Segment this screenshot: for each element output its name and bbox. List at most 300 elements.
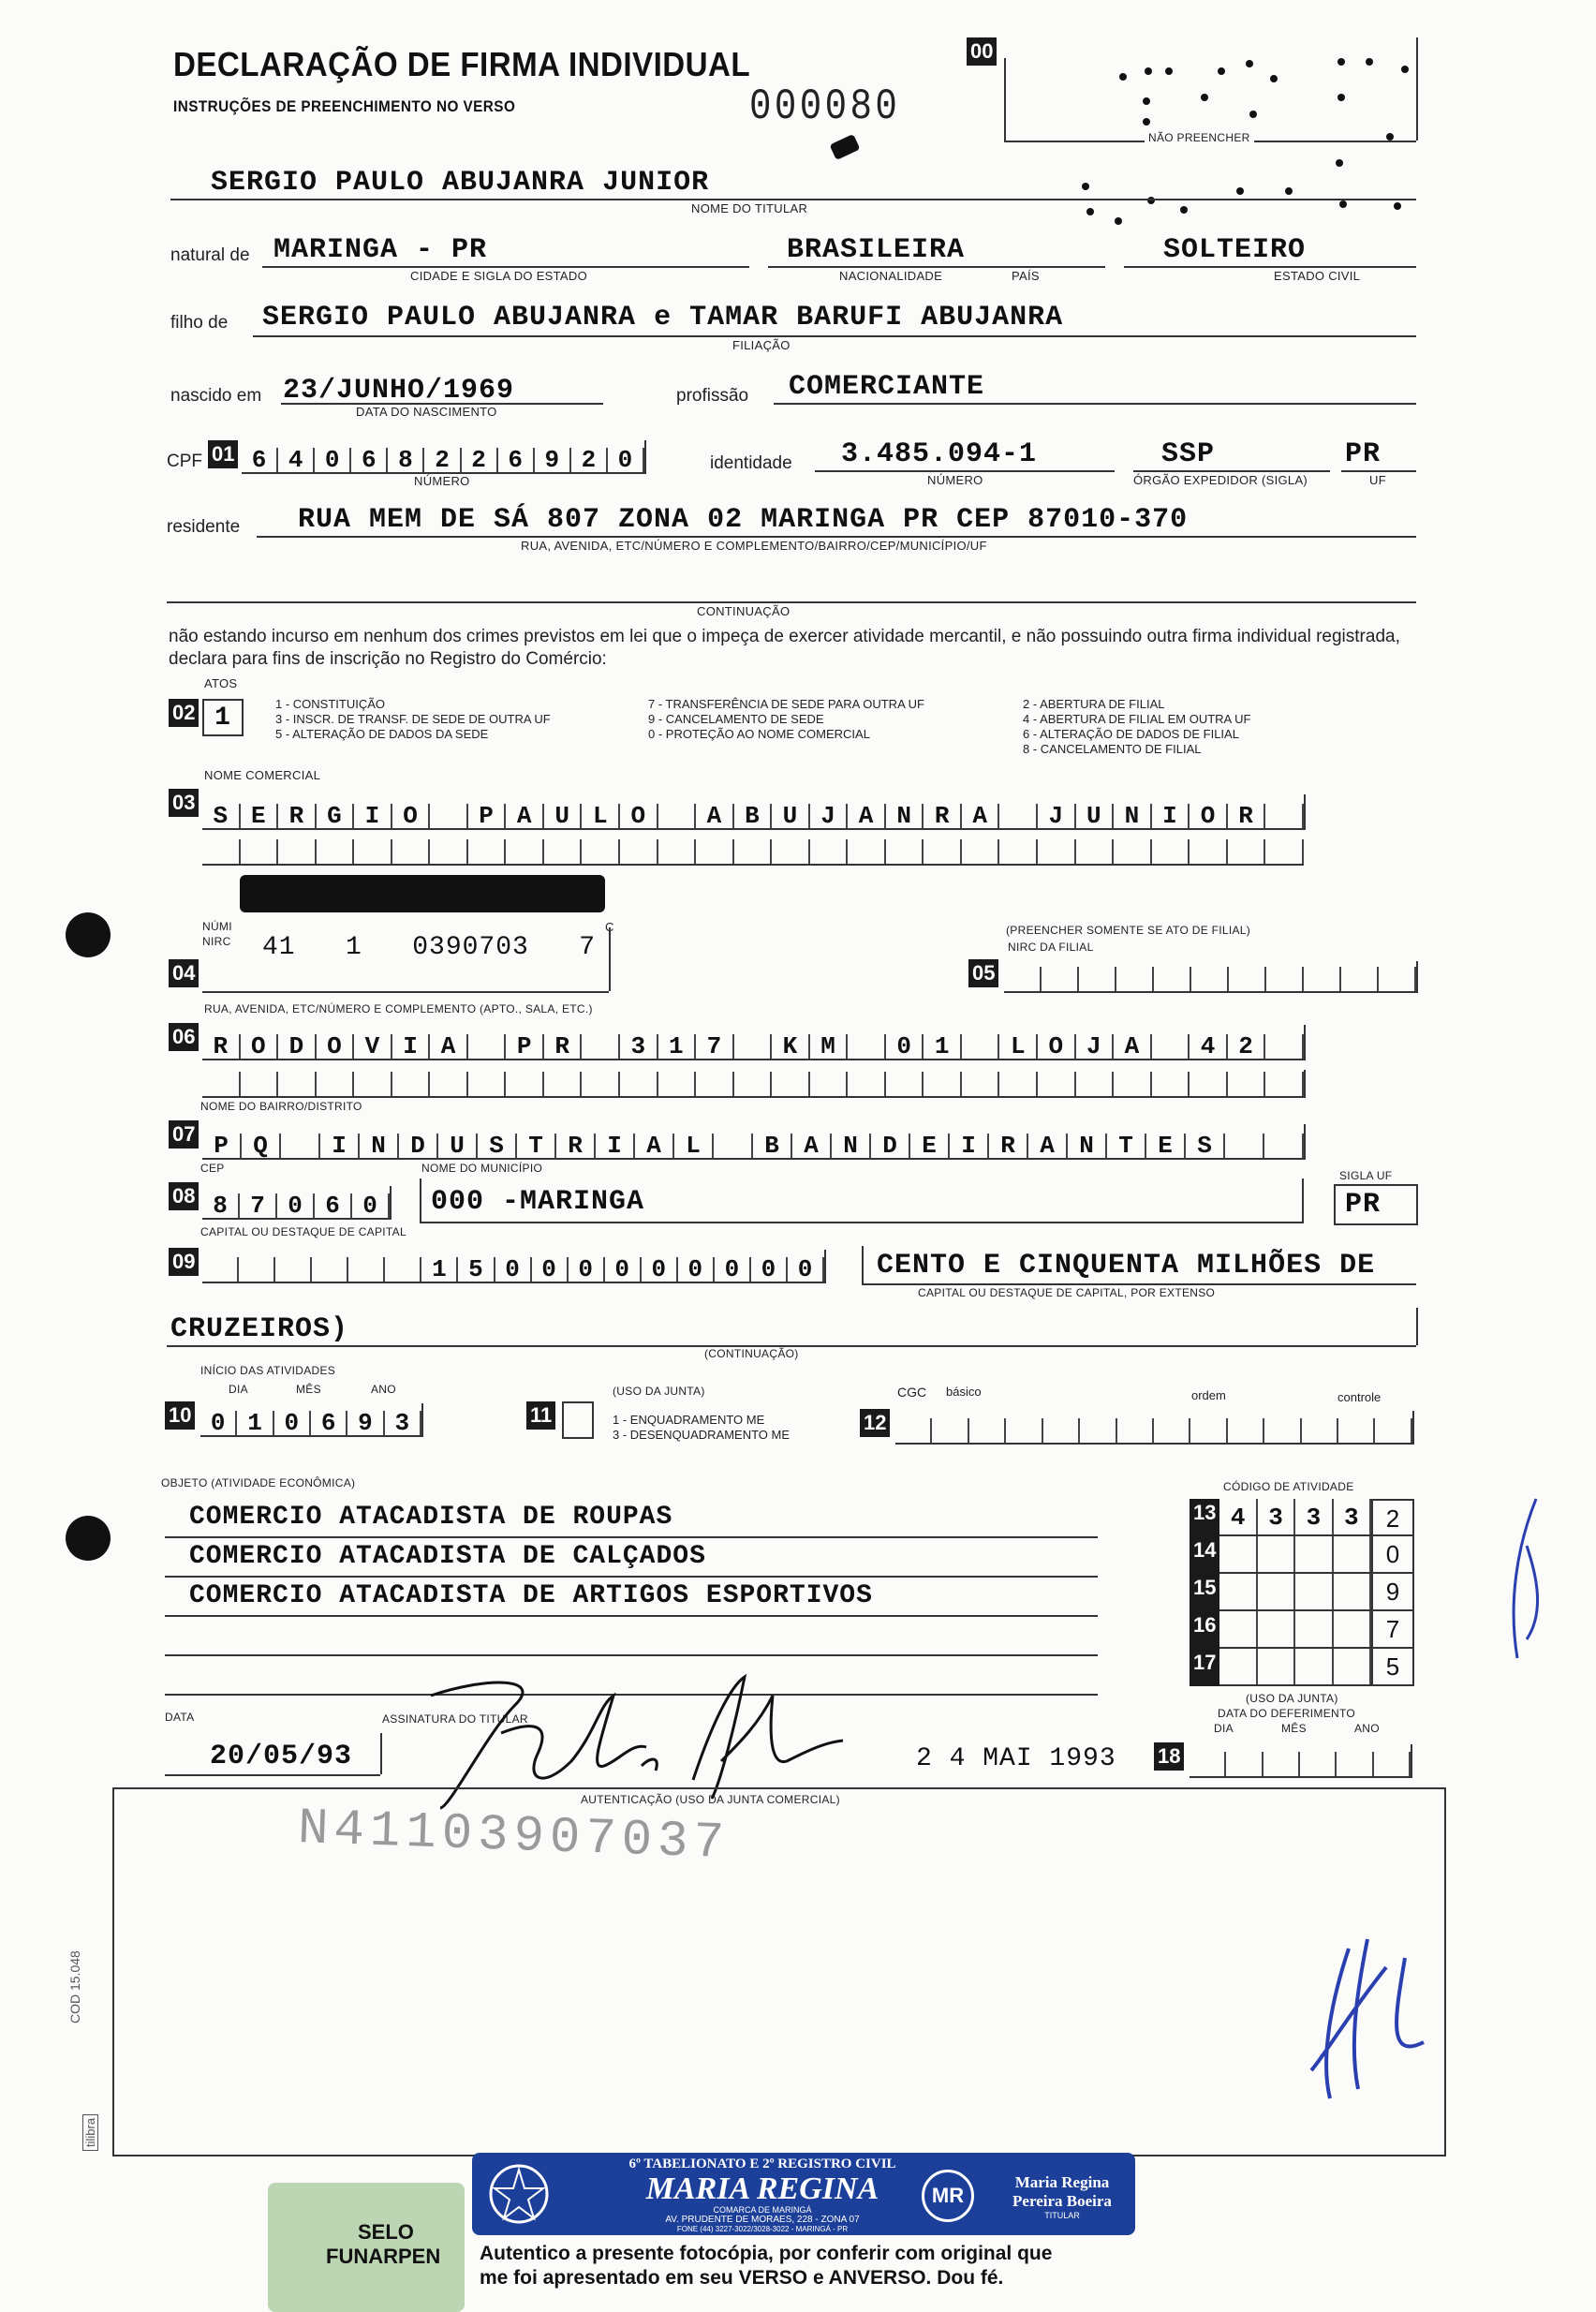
atos-option: 9 - CANCELAMENTO DE SEDE [648, 712, 824, 726]
grid-cell: L [674, 1134, 714, 1158]
grid-cell: O [1038, 1034, 1076, 1059]
grid-cell: U [772, 804, 810, 828]
filho-prefix: filho de [170, 313, 229, 333]
box-00: 00 [967, 37, 997, 66]
profissao-prefix: profissão [676, 386, 749, 406]
tabeliao-address2: FONE (44) 3227-3022/3028-3022 - MARINGÁ - PR [676, 2225, 849, 2233]
grid-cell: 3 [385, 1411, 421, 1435]
dot-mark [1394, 202, 1401, 210]
punch-hole [66, 1516, 111, 1561]
grid-cell: 0 [751, 1257, 788, 1282]
autentico-text-2: me foi apresentado em seu VERSO e ANVERSO. Dou fé. [480, 2267, 1004, 2289]
cep-grid [202, 1186, 392, 1220]
grid-cell [544, 1072, 583, 1096]
atos-value-box [202, 699, 244, 736]
titular-name: SERGIO PAULO ABUJANRA JUNIOR [211, 167, 710, 199]
cpf-label: NÚMERO [414, 474, 470, 488]
grid-cell [1004, 967, 1042, 991]
grid-cell [430, 1072, 468, 1096]
grid-cell: A [1114, 1034, 1152, 1059]
grid-cell: 0 [352, 1193, 390, 1218]
grid-cell [317, 839, 355, 864]
box-12: 12 [860, 1409, 890, 1437]
sigla-uf-value: PR [1345, 1189, 1382, 1221]
grid-cell [1042, 967, 1079, 991]
extenso-cont-right [1416, 1308, 1418, 1345]
tabeliao-banner [472, 2153, 1135, 2235]
nao-preencher-label: NÃO PREENCHER [1145, 131, 1254, 144]
grid-cell [1265, 804, 1304, 828]
grid-cell [202, 839, 241, 864]
birth-label: DATA DO NASCIMENTO [356, 405, 497, 419]
grid-cell: 6 [498, 448, 535, 472]
grid-cell: 9 [535, 448, 571, 472]
deferimento-label: DATA DO DEFERIMENTO [1218, 1707, 1356, 1720]
grid-cell: 2 [571, 448, 608, 472]
grid-cell: 0 [274, 1411, 311, 1435]
cpf-prefix: CPF [167, 452, 202, 471]
grid-cell [241, 1072, 279, 1096]
dot-mark [1246, 60, 1253, 67]
box00-right [1416, 37, 1418, 141]
grid-cell: U [544, 804, 583, 828]
capital-extenso-cont: CRUZEIROS) [170, 1313, 349, 1345]
atos-label: ATOS [204, 676, 238, 690]
dot-mark [1285, 187, 1293, 195]
grid-cell: S [1186, 1134, 1225, 1158]
sigla-uf-box [1334, 1184, 1418, 1225]
bairro-label: NOME DO BAIRRO/DISTRITO [200, 1100, 362, 1113]
codigo-row [1190, 1536, 1414, 1574]
dot-mark [1401, 66, 1409, 73]
grid-cell [734, 1034, 773, 1059]
nirc-label-top: NÚMI [202, 920, 232, 933]
extenso-line [862, 1283, 1416, 1285]
grid-cell: 7 [696, 1034, 734, 1059]
box-01: 01 [208, 440, 238, 468]
date-line [165, 1774, 380, 1776]
codigo-check: 2 [1371, 1499, 1414, 1536]
grid-cell: 1 [924, 1034, 962, 1059]
codigo-digit [1334, 1611, 1371, 1647]
brasao-emblem [487, 2160, 551, 2228]
grid-cell: N [832, 1134, 871, 1158]
grid-cell [1374, 1752, 1411, 1776]
atos-option: 4 - ABERTURA DE FILIAL EM OUTRA UF [1023, 712, 1251, 726]
birth-date-value: 23/JUNHO/1969 [283, 375, 515, 407]
pais-label: PAÍS [1012, 269, 1040, 283]
grid-cell [468, 1034, 507, 1059]
filial-grid [1004, 961, 1418, 993]
atos-option: 1 - CONSTITUIÇÃO [275, 697, 386, 711]
grid-cell [385, 1257, 421, 1282]
dot-mark [1143, 97, 1150, 105]
identity-line [815, 470, 1115, 472]
funarpen-label: FUNARPEN [326, 2245, 441, 2268]
box-16: 16 [1190, 1611, 1219, 1649]
grid-cell: A [848, 804, 886, 828]
grid-cell [202, 1072, 241, 1096]
grid-cell [999, 804, 1038, 828]
grid-cell [312, 1257, 348, 1282]
grid-cell: 1 [658, 1034, 697, 1059]
identity-value: 3.485.094-1 [841, 438, 1038, 470]
grid-cell: 5 [458, 1257, 495, 1282]
grid-cell: A [696, 804, 734, 828]
dot-mark [1115, 217, 1122, 225]
box-18: 18 [1154, 1742, 1184, 1771]
grid-cell [1379, 967, 1416, 991]
grid-cell: D [278, 1034, 317, 1059]
inicio-dia: DIA [229, 1383, 248, 1396]
sigla-uf-label: SIGLA UF [1339, 1169, 1393, 1182]
grid-cell [962, 839, 1000, 864]
extenso-left [862, 1246, 864, 1283]
grid-cell: S [202, 804, 241, 828]
grid-cell [658, 839, 697, 864]
orgao-value: SSP [1161, 438, 1216, 470]
city-line [262, 266, 749, 268]
grid-cell: E [910, 1134, 950, 1158]
grid-cell: N [1068, 1134, 1107, 1158]
titular-line [170, 199, 1416, 200]
grid-cell [241, 839, 279, 864]
dot-mark [1386, 133, 1394, 141]
capital-grid [202, 1250, 826, 1283]
grid-cell [1152, 839, 1190, 864]
grid-cell: 0 [715, 1257, 751, 1282]
atos-options-col1 [275, 697, 551, 742]
continuacao-line [167, 601, 1416, 603]
grid-cell: 9 [347, 1411, 384, 1435]
uso-junta-label: (USO DA JUNTA) [613, 1385, 705, 1398]
inicio-label: INÍCIO DAS ATIVIDADES [200, 1364, 336, 1377]
grid-cell: E [1146, 1134, 1186, 1158]
grid-cell [1114, 1072, 1152, 1096]
junta-signature [1293, 1930, 1442, 2117]
mr-logo: MR [922, 2170, 974, 2222]
nome-comercial-row1 [202, 794, 1306, 830]
dot-mark [1236, 187, 1244, 195]
nome-comercial-label: NOME COMERCIAL [204, 768, 321, 782]
grid-cell: 3 [620, 1034, 658, 1059]
grid-cell: T [517, 1134, 556, 1158]
nirc-label: NIRC [202, 935, 231, 948]
address-value: RUA MEM DE SÁ 807 ZONA 02 MARINGA PR CEP 87010-370 [298, 504, 1189, 536]
grid-cell [848, 1034, 886, 1059]
grid-cell [278, 839, 317, 864]
punch-hole [66, 912, 111, 957]
grid-cell: G [317, 804, 355, 828]
grid-cell [1043, 1418, 1080, 1443]
profession-value: COMERCIANTE [789, 371, 985, 403]
grid-cell: 0 [569, 1257, 605, 1282]
grid-cell [658, 1072, 697, 1096]
grid-cell: A [1028, 1134, 1068, 1158]
grid-cell [1228, 1072, 1266, 1096]
tabeliao-right1: Maria Regina [1014, 2173, 1110, 2191]
grid-cell [1190, 839, 1228, 864]
grid-cell: U [1076, 804, 1115, 828]
nirc-right [609, 927, 611, 991]
grid-cell [658, 804, 697, 828]
grid-cell: 0 [642, 1257, 678, 1282]
grid-cell: 8 [202, 1193, 240, 1218]
dot-mark [1180, 206, 1188, 214]
grid-cell: 0 [678, 1257, 715, 1282]
grid-cell: L [582, 804, 620, 828]
address-label: RUA, AVENIDA, ETC/NÚMERO E COMPLEMENTO/BAIRRO/CEP/MUNICÍPIO/UF [521, 539, 987, 553]
grid-cell [734, 839, 773, 864]
grid-cell: R [1228, 804, 1266, 828]
cgc-ordem: ordem [1191, 1388, 1226, 1402]
grid-cell [1302, 1418, 1338, 1443]
grid-cell [1228, 839, 1266, 864]
grid-cell: O [317, 1034, 355, 1059]
bairro-row [202, 1124, 1306, 1160]
grid-cell: Q [242, 1134, 281, 1158]
grid-cell: I [354, 804, 392, 828]
grid-cell [895, 1418, 932, 1443]
grid-cell [1190, 1752, 1226, 1776]
grid-cell [1154, 1418, 1190, 1443]
municipio-value: 000 -MARINGA [431, 1186, 645, 1218]
grid-cell [317, 1072, 355, 1096]
grid-cell [1076, 839, 1115, 864]
capital-continuacao: (CONTINUAÇÃO) [704, 1347, 799, 1360]
grid-cell [1076, 1072, 1115, 1096]
dot-mark [1086, 208, 1094, 215]
grid-cell [620, 839, 658, 864]
grid-cell [544, 839, 583, 864]
dot-mark [1145, 67, 1152, 75]
capital-label: CAPITAL OU DESTAQUE DE CAPITAL [200, 1225, 406, 1238]
cgc-basico: básico [946, 1385, 982, 1399]
box-06: 06 [169, 1023, 199, 1051]
continuacao-label: CONTINUAÇÃO [697, 604, 791, 618]
codigo-digit [1258, 1611, 1295, 1647]
codigo-atividade-label: CÓDIGO DE ATIVIDADE [1223, 1480, 1354, 1493]
form-title: DECLARAÇÃO DE FIRMA INDIVIDUAL [173, 45, 751, 83]
grid-cell [1038, 1072, 1076, 1096]
orgao-line [1133, 470, 1330, 472]
codigo-digit [1295, 1536, 1333, 1572]
codigo-digit [1334, 1536, 1371, 1572]
grid-cell [1264, 1418, 1301, 1443]
redaction-bar [240, 875, 605, 912]
grid-cell: O [392, 804, 431, 828]
grid-cell: R [202, 1034, 241, 1059]
dot-mark [1337, 58, 1345, 66]
grid-cell: J [1076, 1034, 1115, 1059]
titular-name-label: NOME DO TITULAR [691, 201, 808, 215]
grid-cell [924, 1072, 962, 1096]
box-13: 13 [1190, 1499, 1219, 1536]
grid-cell: 2 [1228, 1034, 1266, 1059]
grid-cell [278, 1072, 317, 1096]
grid-cell [886, 1072, 924, 1096]
codigo-check: 0 [1371, 1536, 1414, 1574]
autenticacao-stamp: N41103907037 [297, 1800, 731, 1874]
identidade-prefix: identidade [710, 453, 792, 473]
nirc-value: 41 1 0390703 7 [262, 933, 597, 962]
uf-line [1341, 470, 1416, 472]
grid-cell [1266, 967, 1304, 991]
natural-prefix: natural de [170, 245, 250, 265]
capital-extenso: CENTO E CINQUENTA MILHÕES DE [877, 1250, 1376, 1282]
grid-cell [354, 839, 392, 864]
grid-cell [924, 839, 962, 864]
grid-cell: 8 [388, 448, 424, 472]
tabeliao-right2: Pereira Boeira [1012, 2192, 1112, 2210]
atos-option: 5 - ALTERAÇÃO DE DADOS DA SEDE [275, 727, 489, 741]
def-mes: MÊS [1281, 1722, 1307, 1735]
atos-option: 8 - CANCELAMENTO DE FILIAL [1023, 742, 1202, 756]
grid-cell [1038, 839, 1076, 864]
dot-mark [1082, 183, 1089, 190]
filiacao-value: SERGIO PAULO ABUJANRA e TAMAR BARUFI ABUJANRA [262, 302, 1064, 333]
grid-cell [1337, 1752, 1373, 1776]
atos-option: 2 - ABERTURA DE FILIAL [1023, 697, 1165, 711]
codigo-digit: 3 [1334, 1499, 1371, 1534]
grid-cell [1079, 967, 1116, 991]
grid-cell [772, 839, 810, 864]
identity-label: NÚMERO [927, 473, 983, 487]
grid-cell: I [392, 1034, 431, 1059]
grid-cell: 1 [421, 1257, 458, 1282]
inicio-mes: MÊS [296, 1383, 321, 1396]
grid-cell: 0 [495, 1257, 532, 1282]
grid-cell [1006, 1418, 1042, 1443]
codigo-digit [1219, 1536, 1257, 1572]
codigo-digit [1219, 1611, 1257, 1647]
side-brand: tilibra [82, 2114, 98, 2151]
box-08: 08 [169, 1182, 199, 1210]
dot-mark [1337, 94, 1345, 101]
box-07: 07 [169, 1120, 199, 1149]
grid-cell: J [810, 804, 849, 828]
selo-label: SELO [358, 2220, 414, 2244]
dot-mark [1119, 73, 1127, 81]
grid-cell [392, 1072, 431, 1096]
enquadramento-1: 1 - ENQUADRAMENTO ME [613, 1413, 765, 1427]
grid-cell: I [320, 1134, 360, 1158]
cgc-controle: controle [1337, 1390, 1382, 1404]
dot-mark [1336, 159, 1343, 167]
grid-cell [1265, 839, 1304, 864]
grid-cell: O [620, 804, 658, 828]
dot-mark [1249, 111, 1257, 118]
grid-cell [1116, 967, 1154, 991]
grid-cell [772, 1072, 810, 1096]
objeto-line: COMERCIO ATACADISTA DE ARTIGOS ESPORTIVOS [165, 1578, 1098, 1617]
grid-cell [714, 1134, 753, 1158]
grid-cell: 2 [462, 448, 498, 472]
grid-cell: 0 [200, 1411, 237, 1435]
grid-cell [468, 839, 507, 864]
grid-cell: 4 [278, 448, 315, 472]
tabeliao-name: MARIA REGINA [645, 2171, 879, 2206]
objeto-line: COMERCIO ATACADISTA DE ROUPAS [165, 1499, 1098, 1538]
grid-cell: O [1190, 804, 1228, 828]
grid-cell [1265, 1072, 1304, 1096]
grid-cell: A [430, 1034, 468, 1059]
grid-cell: R [989, 1134, 1028, 1158]
atos-option: 0 - PROTEÇÃO AO NOME COMERCIAL [648, 727, 870, 741]
nationality-line [768, 266, 1105, 268]
dot-mark [1143, 118, 1150, 126]
codigo-check: 7 [1371, 1611, 1414, 1649]
grid-cell [468, 1072, 507, 1096]
dot-mark [1339, 200, 1347, 208]
codigo-digit [1258, 1574, 1295, 1609]
filiacao-label: FILIAÇÃO [732, 338, 791, 352]
box-15: 15 [1190, 1574, 1219, 1611]
side-cod: COD 15.048 [67, 1950, 82, 2023]
grid-cell [962, 1034, 1000, 1059]
grid-cell: N [886, 804, 924, 828]
tabeliao-address1: AV. PRUDENTE DE MORAES, 228 - ZONA 07 [665, 2215, 860, 2225]
grid-cell: P [506, 1034, 544, 1059]
cgc-label: CGC [897, 1385, 927, 1400]
residente-prefix: residente [167, 517, 241, 537]
grid-cell: 6 [351, 448, 388, 472]
data-label: DATA [165, 1711, 195, 1724]
objeto-lines [165, 1499, 1098, 1696]
nationality-value: BRASILEIRA [787, 234, 966, 266]
grid-cell [430, 804, 468, 828]
grid-cell [506, 839, 544, 864]
selo-funarpen [268, 2183, 465, 2312]
grid-cell [734, 1072, 773, 1096]
address-line [257, 536, 1416, 538]
tabeliao-comarca: COMARCA DE MARINGÁ [713, 2205, 812, 2215]
dot-mark [1218, 67, 1225, 75]
grid-cell [1338, 1418, 1375, 1443]
margin-signature [1499, 1489, 1555, 1677]
codigo-digit [1295, 1611, 1333, 1647]
grid-cell [620, 1072, 658, 1096]
grid-cell [506, 1072, 544, 1096]
grid-cell: I [950, 1134, 989, 1158]
grid-cell [810, 839, 849, 864]
grid-cell: 0 [886, 1034, 924, 1059]
box-17: 17 [1190, 1649, 1219, 1686]
atos-option: 7 - TRANSFERÊNCIA DE SEDE PARA OUTRA UF [648, 697, 924, 711]
codigo-digit: 3 [1258, 1499, 1295, 1534]
pen-mark [830, 134, 861, 160]
grid-cell: B [734, 804, 773, 828]
nirc-c-label: C [605, 920, 614, 934]
grid-cell [886, 839, 924, 864]
objeto-line [165, 1617, 1098, 1656]
box-04: 04 [169, 959, 199, 987]
deferimento-grid [1190, 1744, 1412, 1778]
extenso-label: CAPITAL OU DESTAQUE DE CAPITAL, POR EXTENSO [918, 1286, 1216, 1299]
grid-cell: L [999, 1034, 1038, 1059]
grid-cell: 7 [240, 1193, 277, 1218]
codigo-atividade-table [1190, 1499, 1414, 1686]
grid-cell [1229, 967, 1266, 991]
grid-cell: 0 [277, 1193, 315, 1218]
grid-cell [696, 1072, 734, 1096]
grid-cell: D [871, 1134, 910, 1158]
form-subtitle: INSTRUÇÕES DE PREENCHIMENTO NO VERSO [173, 97, 516, 115]
doc-number: 000080 [749, 82, 901, 131]
objeto-label: OBJETO (ATIVIDADE ECONÔMICA) [161, 1476, 356, 1489]
grid-cell [1265, 1034, 1304, 1059]
nascido-prefix: nascido em [170, 386, 262, 406]
